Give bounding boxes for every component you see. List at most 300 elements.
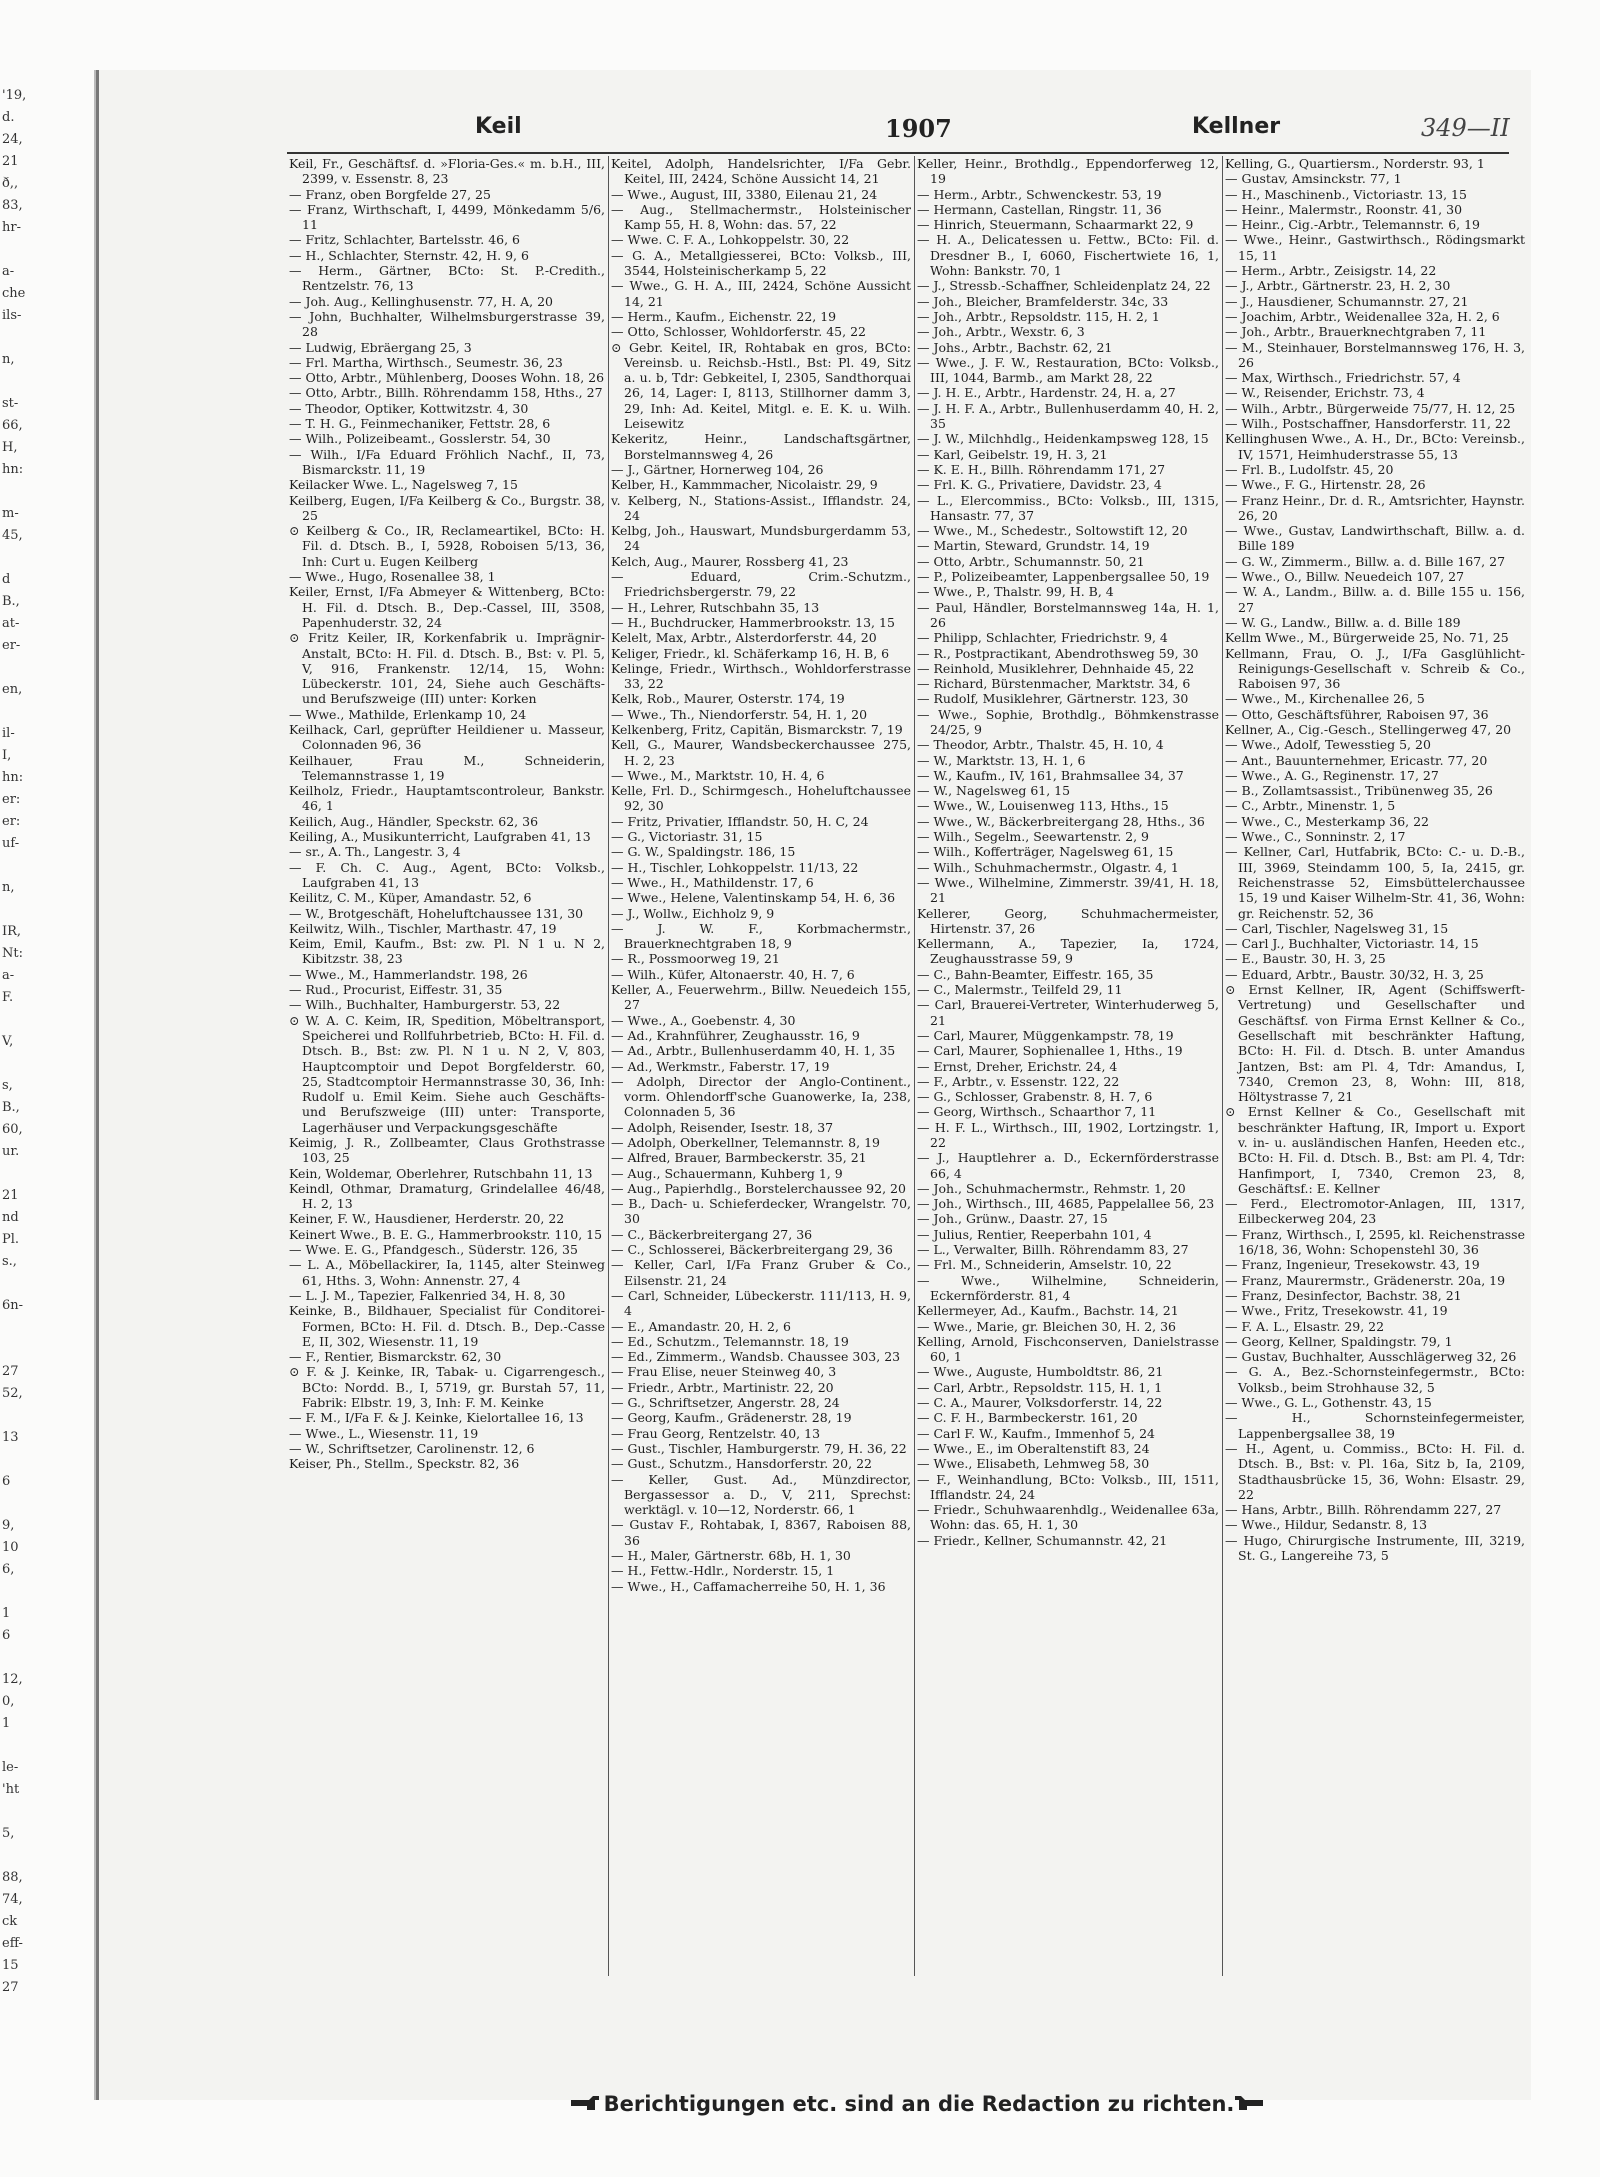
directory-entry: — Gustav F., Rohtabak, I, 8367, Raboisen 88, 36 [611,1517,911,1548]
directory-entry: — W., Reisender, Erichstr. 73, 4 [1225,385,1425,401]
directory-entry: — Otto, Geschäftsführer, Raboisen 97, 36 [1225,706,1489,722]
directory-entry: — Carl, Tischler, Nagelsweg 31, 15 [1225,920,1449,936]
directory-entry: — J. H. E., Arbtr., Hardenstr. 24, H. a, 27 [917,385,1176,401]
previous-page-fragment: I, [2,748,12,763]
directory-entry: — Wwe., M., Marktstr. 10, H. 4, 6 [611,767,825,783]
previous-page-fragment: 1 [2,1606,11,1621]
directory-entry: ⊙ Keilberg & Co., IR, Reclameartikel, BCto: H. Fil. d. Dtsch. B., I, 5928, Roboisen 5/13, 36, Inh: Curt u. Eugen Keilberg [289,523,605,569]
directory-entry: — sr., A. Th., Langestr. 3, 4 [289,844,461,860]
directory-entry: Kein, Woldemar, Oberlehrer, Rutschbahn 11, 13 [289,1165,593,1181]
directory-entry: — Richard, Bürstenmacher, Marktstr. 34, 6 [917,676,1191,692]
previous-page-fragment: s., [2,1254,17,1269]
previous-page-fragment: nd [2,1210,19,1225]
directory-entry: — Frau Elise, neuer Steinweg 40, 3 [611,1364,837,1380]
previous-page-fragment: 74, [2,1892,23,1907]
directory-entry: — Friedr., Arbtr., Martinistr. 22, 20 [611,1379,834,1395]
directory-entry: — Adolph, Oberkellner, Telemannstr. 8, 19 [611,1135,880,1150]
running-head-year: 1907 [885,114,952,143]
directory-entry: — Keller, Carl, I/Fa Franz Gruber & Co., Eilsenstr. 21, 24 [611,1257,911,1288]
directory-entry: Kellmann, Frau, O. J., I/Fa Gasglühlicht-Reinigungs-Gesellschaft v. Schreib & Co., Raboisen 97, 36 [1225,645,1525,692]
directory-entry: — Wilh., Küfer, Altonaerstr. 40, H. 7, 6 [611,966,855,982]
directory-entry: Keller, Heinr., Brothdlg., Eppendorferweg 12, 19 [917,156,1219,187]
directory-entry: — Wilh., Postschaffner, Hansdorferstr. 11, 22 [1225,416,1511,432]
previous-page-fragment: d. [2,110,15,125]
directory-entry: — Karl, Geibelstr. 19, H. 3, 21 [917,446,1108,462]
directory-entry: Keitel, Adolph, Handelsrichter, I/Fa Gebr. Keitel, III, 2424, Schöne Aussicht 14, 21 [611,156,911,187]
directory-entry: — Ferd., Electromotor-Anlagen, III, 1317, Eilbeckerweg 204, 23 [1225,1196,1525,1227]
directory-entry: — Wwe., M., Schedestr., Soltowstift 12, 20 [917,523,1188,539]
previous-page-fragment: Nt: [2,946,23,961]
previous-page-fragment: 1 [2,1716,11,1731]
column-divider [1222,156,1223,1976]
directory-entry: — J. H. F. A., Arbtr., Bullenhuserdamm 40, H. 2, 35 [917,400,1219,432]
directory-entry: — Wwe., E., im Oberaltenstift 83, 24 [917,1440,1150,1456]
directory-entry: — W. A., Landm., Billw. a. d. Bille 155 u. 156, 27 [1225,584,1525,615]
directory-entry: — G., Victoriastr. 31, 15 [611,829,763,845]
directory-entry: — Fritz, Schlachter, Bartelsstr. 46, 6 [289,232,520,248]
directory-entry: — F., Rentier, Bismarckstr. 62, 30 [289,1349,502,1365]
directory-entry: — Rud., Procurist, Eiffestr. 31, 35 [289,982,503,998]
previous-page-fragment: er- [2,638,21,653]
directory-entry: — J., Hauptlehrer a. D., Eckernförderstrasse 66, 4 [917,1150,1219,1181]
directory-entry: — Wwe., L., Wiesenstr. 11, 19 [289,1425,479,1441]
directory-entry: — Wwe., Fritz, Tresekowstr. 41, 19 [1225,1303,1448,1319]
directory-entry: — H. A., Delicatessen u. Fettw., BCto: Fil. d. Dresdner B., I, 6060, Fischertwiete 16, 1, Wohn: Bankstr. 70, 1 [917,232,1219,279]
directory-entry: — Ad., Krahnführer, Zeughausstr. 16, 9 [611,1027,860,1043]
directory-entry: — W., Marktstr. 13, H. 1, 6 [917,752,1086,768]
directory-entry: — H., Lehrer, Rutschbahn 35, 13 [611,599,820,615]
directory-entry: — Ernst, Dreher, Erichstr. 24, 4 [917,1058,1118,1074]
directory-entry: Keindl, Othmar, Dramaturg, Grindelallee 46/48, H. 2, 13 [289,1180,605,1212]
previous-page-fragment: 5, [2,1826,15,1841]
directory-entry: — Joh., Grünw., Daastr. 27, 15 [917,1211,1108,1227]
directory-entry: — Wwe., H., Caffamacherreihe 50, H. 1, 36 [611,1578,886,1594]
directory-entry: — Hans, Arbtr., Billh. Röhrendamm 227, 27 [1225,1502,1502,1518]
directory-entry: — Franz, oben Borgfelde 27, 25 [289,186,491,202]
directory-entry: — R., Postpractikant, Abendrothsweg 59, 30 [917,645,1199,661]
directory-entry: — Wwe., Marie, gr. Bleichen 30, H. 2, 36 [917,1318,1177,1334]
directory-entry: — Wwe., A. G., Reginenstr. 17, 27 [1225,767,1439,783]
previous-page-fragment: ur. [2,1144,20,1159]
previous-page-fragment: H, [2,440,18,455]
directory-entry: — Joh., Arbtr., Repsoldstr. 115, H. 2, 1 [917,308,1160,324]
directory-entry: — Franz, Wirthschaft, I, 4499, Mönkedamm 5/6, 11 [289,201,605,233]
directory-entry: Kelinge, Friedr., Wirthsch., Wohldorferstrasse 33, 22 [611,660,911,692]
directory-entry: Kelbg, Joh., Hauswart, Mundsburgerdamm 53, 24 [611,523,911,554]
directory-entry: — H., Maschinenb., Victoriastr. 13, 15 [1225,186,1467,202]
previous-page-fragment: eff- [2,1936,23,1951]
previous-page-fragment: m- [2,506,19,521]
directory-entry: — Ed., Schutzm., Telemannstr. 18, 19 [611,1333,849,1349]
directory-entry: Kelling, G., Quartiersm., Norderstr. 93, 1 [1225,156,1485,171]
directory-entry: — Paul, Händler, Borstelmannsweg 14a, H. 1, 26 [917,599,1219,630]
directory-entry: — Herm., Kaufm., Eichenstr. 22, 19 [611,308,837,324]
directory-entry: — Rudolf, Musiklehrer, Gärtnerstr. 123, 30 [917,691,1189,707]
directory-entry: — C. F. H., Barmbeckerstr. 161, 20 [917,1410,1138,1426]
directory-entry: — Wwe., C., Mesterkamp 36, 22 [1225,813,1429,829]
previous-page-fragment: 27 [2,1980,19,1995]
column-1 [289,156,605,2006]
directory-entry: — Otto, Schlosser, Wohldorferstr. 45, 22 [611,324,866,340]
directory-entry: — Ed., Zimmerm., Wandsb. Chaussee 303, 23 [611,1349,901,1365]
directory-entry: — Franz, Maurermstr., Grädenerstr. 20a, 19 [1225,1272,1506,1288]
directory-entry: — W., Schriftsetzer, Carolinenstr. 12, 6 [289,1440,535,1456]
directory-entry: Keinert Wwe., B. E. G., Hammerbrookstr. 110, 15 [289,1226,603,1242]
directory-entry: — G. W., Spaldingstr. 186, 15 [611,844,796,860]
header-rule [287,152,1509,154]
directory-entry: — J., Hausdiener, Schumannstr. 27, 21 [1225,293,1469,309]
directory-entry: — Theodor, Optiker, Kottwitzstr. 4, 30 [289,400,529,416]
directory-entry: — Wilh., I/Fa Eduard Fröhlich Nachf., II, 73, Bismarckstr. 11, 19 [289,446,605,477]
directory-entry: — Frl. K. G., Privatiere, Davidstr. 23, 4 [917,477,1162,493]
directory-entry: Kelelt, Max, Arbtr., Alsterdorferstr. 44, 20 [611,630,877,646]
directory-entry: — Gustav, Amsinckstr. 77, 1 [1225,171,1402,187]
directory-entry: — Ludwig, Ebräergang 25, 3 [289,339,472,355]
directory-entry: Keilacker Wwe. L., Nagelsweg 7, 15 [289,477,518,493]
directory-entry: — Carl F. W., Kaufm., Immenhof 5, 24 [917,1425,1156,1441]
directory-entry: — J., Wollw., Eichholz 9, 9 [611,905,775,921]
directory-entry: — Ad., Arbtr., Bullenhuserdamm 40, H. 1, 35 [611,1043,896,1059]
directory-entry: — G., Schlosser, Grabenstr. 8, H. 7, 6 [917,1089,1153,1105]
directory-entry: — J., Arbtr., Gärtnerstr. 23, H. 2, 30 [1225,278,1451,294]
directory-entry: — C., Arbtr., Minenstr. 1, 5 [1225,798,1396,814]
previous-page-fragment: er: [2,792,21,807]
previous-page-fragment: hr- [2,220,21,235]
directory-entry: — J., Stressb.-Schaffner, Schleidenplatz 24, 22 [917,278,1211,294]
directory-entry: — Wwe., Th., Niendorferstr. 54, H. 1, 20 [611,706,868,722]
directory-entry: — Wwe., H., Mathildenstr. 17, 6 [611,874,814,890]
directory-entry: — Wwe., Wilhelmine, Schneiderin, Eckernförderstr. 81, 4 [917,1272,1219,1303]
directory-entry: Kelkenberg, Fritz, Capitän, Bismarckstr. 7, 19 [611,721,903,737]
directory-entry: — H., Schornsteinfegermeister, Lappenbergsallee 38, 19 [1225,1410,1525,1441]
previous-page-fragment: 24, [2,132,23,147]
directory-entry: Kell, G., Maurer, Wandsbeckerchaussee 275, H. 2, 23 [611,737,911,768]
directory-entry: — K. E. H., Billh. Röhrendamm 171, 27 [917,461,1166,477]
directory-entry: — Joh., Wirthsch., III, 4685, Pappelallee 56, 23 [917,1196,1215,1212]
previous-page-fragment: 45, [2,528,23,543]
directory-entry: — Kellner, Carl, Hutfabrik, BCto: C.- u. D.-B., III, 3969, Steindamm 100, 5, Ia, 2415, gr. Reichenstrasse 52, Eimsbüttelerchaussee 15, 19 und Kaiser Wilhelm-Str. 41, 36, Wohn: gr. Reichenstr. 52, 36 [1225,844,1525,921]
directory-entry: — Carl, Arbtr., Repsoldstr. 115, H. 1, 1 [917,1379,1163,1395]
directory-entry: Kellner, A., Cig.-Gesch., Stellingerweg 47, 20 [1225,721,1512,737]
directory-entry: — G. A., Bez.-Schornsteinfegermstr., BCto: Volksb., beim Strohhause 32, 5 [1225,1364,1525,1395]
directory-entry: — Friedr., Schuhwaarenhdlg., Weidenallee 63a, Wohn: das. 65, H. 1, 30 [917,1502,1219,1533]
directory-entry: ⊙ Fritz Keiler, IR, Korkenfabrik u. Imprägnir-Anstalt, BCto: H. Fil. d. Dtsch. B., Bst: v. Pl. 5, V, 916, Frankenstr. 12/14, 15, Wohn: Lübeckerstr. 101, 24, Siehe auch Geschäfts- und Berufszweige (III) unter: Korken [289,630,605,707]
directory-entry: — B., Dach- u. Schieferdecker, Wrangelstr. 70, 30 [611,1196,911,1227]
directory-entry: — H., Agent, u. Commiss., BCto: H. Fil. d. Dtsch. B., Bst: v. Pl. 16a, Sitz b, Ia, 2109, Stadthausbrücke 15, 36, Wohn: Elsastr. 29, 22 [1225,1440,1525,1502]
directory-entry: — Philipp, Schlachter, Friedrichstr. 9, 4 [917,630,1168,646]
directory-entry: — L., Verwalter, Billh. Röhrendamm 83, 27 [917,1242,1189,1258]
directory-entry: — Wwe., O., Billw. Neuedeich 107, 27 [1225,569,1465,585]
previous-page-fragment: 9, [2,1518,15,1533]
directory-entry: Kellerer, Georg, Schuhmachermeister, Hirtenstr. 37, 26 [917,905,1219,936]
directory-entry: Kellermeyer, Ad., Kaufm., Bachstr. 14, 21 [917,1303,1179,1319]
directory-entry: Kelk, Rob., Maurer, Osterstr. 174, 19 [611,691,845,707]
running-head-right: Kellner [1192,114,1281,139]
directory-entry: Keilwitz, Wilh., Tischler, Marthastr. 47, 19 [289,920,557,936]
directory-entry: — Adolph, Director der Anglo-Continent., vorm. Ohlendorff'sche Guanowerke, Ia, 238, Colonnaden 5, 36 [611,1073,911,1120]
previous-page-fragment: 6, [2,1562,15,1577]
directory-entry: — Adolph, Reisender, Isestr. 18, 37 [611,1119,834,1135]
directory-entry: — G. W., Zimmerm., Billw. a. d. Bille 167, 27 [1225,553,1506,569]
previous-page-fragment: a- [2,264,15,279]
directory-entry: — Wwe., Auguste, Humboldtstr. 86, 21 [917,1364,1164,1380]
previous-page-fragment: at- [2,616,20,631]
directory-entry: — Wwe., Adolf, Tewesstieg 5, 20 [1225,737,1431,753]
directory-entry: Keilhack, Carl, geprüfter Heildiener u. Masseur, Colonnaden 96, 36 [289,721,605,753]
directory-entry: — Wwe., Hildur, Sedanstr. 8, 13 [1225,1517,1428,1533]
directory-entry: — Carl J., Buchhalter, Victoriastr. 14, 15 [1225,936,1479,952]
directory-entry: Keilitz, C. M., Küper, Amandastr. 52, 6 [289,890,532,906]
directory-entry: — Keller, Gust. Ad., Münzdirector, Bergassessor a. D., V, 211, Sprechst: werktägl. v. 10—12, Norderstr. 66, 1 [611,1471,911,1518]
directory-entry: ⊙ Gebr. Keitel, IR, Rohtabak en gros, BCto: Vereinsb. u. Reichsb.-Hstl., Bst: Pl. 49, Sitz a. u. b, Tdr: Gebkeitel, I, 2305, Sandthorquai 26, 14, Lager: I, 8113, Stillhorner damm 3, 29, Inh: Ad. Keitel, Mitgl. e. E. K. u. Wilh. Leisewitz [611,339,911,432]
directory-entry: — Gust., Tischler, Hamburgerstr. 79, H. 36, 22 [611,1440,907,1456]
directory-entry: — Ant., Bauunternehmer, Ericastr. 77, 20 [1225,752,1488,768]
directory-entry: — H., Schlachter, Sternstr. 42, H. 9, 6 [289,247,529,263]
previous-page-fragment: 6n- [2,1298,24,1313]
directory-entry: — F., Weinhandlung, BCto: Volksb., III, 1511, Ifflandstr. 24, 24 [917,1471,1219,1502]
directory-entry: — P., Polizeibeamter, Lappenbergsallee 50, 19 [917,569,1210,585]
directory-entry: Keilich, Aug., Händler, Speckstr. 62, 36 [289,813,539,829]
directory-entry: — Wwe., Helene, Valentinskamp 54, H. 6, 36 [611,890,896,906]
directory-entry: — Wwe., M., Kirchenallee 26, 5 [1225,691,1425,707]
directory-entry: — Carl, Schneider, Lübeckerstr. 111/113, H. 9, 4 [611,1287,911,1319]
directory-entry: ⊙ F. & J. Keinke, IR, Tabak- u. Cigarrengesch., BCto: Nordd. B., I, 5719, gr. Burstah 57, 11, Fabrik: Elbstr. 19, 3, Inh: F. M. Keinke [289,1364,605,1411]
directory-entry: ⊙ Ernst Kellner, IR, Agent (Schiffswerft-Vertretung) und Gesellschafter und Geschäftsf. von Firma Ernst Kellner & Co., Gesellschaft mit beschränkter Haftung, BCto: H. Fil. d. Dtsch. B. unter Amandus Jantzen, Bst: am Pl. 4, Tdr: Amandus, I, 7340, Cremon 23, 8, Wohn: III, 818, Höltystrasse 7, 21 [1225,982,1525,1105]
directory-entry: — Wwe., August, III, 3380, Eilenau 21, 24 [611,186,878,202]
directory-entry: — Frl. Martha, Wirthsch., Seumestr. 36, 23 [289,354,563,370]
previous-page-fragment: 12, [2,1672,23,1687]
directory-entry: — L. J. M., Tapezier, Falkenried 34, H. 8, 30 [289,1287,566,1303]
directory-entry: — Carl, Brauerei-Vertreter, Winterhuderweg 5, 21 [917,997,1219,1028]
directory-entry: — E., Amandastr. 20, H. 2, 6 [611,1318,791,1334]
directory-entry: — L. A., Möbellackirer, Ia, 1145, alter Steinweg 61, Hths. 3, Wohn: Annenstr. 27, 4 [289,1257,605,1288]
previous-page-fragment: 6 [2,1628,11,1643]
directory-entry: — Aug., Schauermann, Kuhberg 1, 9 [611,1165,843,1181]
directory-entry: — Herm., Gärtner, BCto: St. P.-Credith., Rentzelstr. 76, 13 [289,263,605,294]
directory-entry: — Wilh., Arbtr., Bürgerweide 75/77, H. 12, 25 [1225,400,1516,416]
directory-entry: — W., Brotgeschäft, Hoheluftchaussee 131, 30 [289,905,584,921]
directory-entry: Keim, Emil, Kaufm., Bst: zw. Pl. N 1 u. N 2, Kibitzstr. 38, 23 [289,936,605,967]
directory-entry: — W., Kaufm., IV, 161, Brahmsallee 34, 37 [917,767,1184,783]
directory-entry: Keiner, F. W., Hausdiener, Herderstr. 20, 22 [289,1211,565,1227]
directory-entry: — Wwe., W., Bäckerbreitergang 28, Hths., 36 [917,813,1205,829]
directory-entry: — C., Schlosserei, Bäckerbreitergang 29, 36 [611,1242,893,1258]
previous-page-fragment: 13 [2,1430,19,1445]
directory-entry: — Joh., Arbtr., Brauerknechtgraben 7, 11 [1225,324,1487,340]
directory-entry: — Otto, Arbtr., Schumannstr. 50, 21 [917,553,1145,569]
column-2 [611,156,911,2006]
directory-entry: Keiser, Ph., Stellm., Speckstr. 82, 36 [289,1456,520,1472]
previous-page-fragment: er: [2,814,21,829]
directory-entry: — Friedr., Kellner, Schumannstr. 42, 21 [917,1532,1168,1548]
directory-entry: Keilhauer, Frau M., Schneiderin, Telemannstrasse 1, 19 [289,752,605,783]
directory-entry: — Eduard, Crim.-Schutzm., Friedrichsbergerstr. 79, 22 [611,569,911,600]
directory-entry: — Hinrich, Steuermann, Schaarmarkt 22, 9 [917,217,1194,233]
directory-entry: — C., Malermstr., Teilfeld 29, 11 [917,982,1123,998]
directory-entry: Kekeritz, Heinr., Landschaftsgärtner, Borstelmannsweg 4, 26 [611,431,911,462]
directory-entry: — Wwe., Sophie, Brothdlg., Böhmkenstrasse 24/25, 9 [917,706,1219,737]
previous-page-fragment: 60, [2,1122,23,1137]
directory-entry: — C. A., Maurer, Volksdorferstr. 14, 22 [917,1395,1163,1411]
directory-entry: — J. W. F., Korbmachermstr., Brauerknechtgraben 18, 9 [611,920,911,952]
previous-page-edge [0,88,26,2088]
previous-page-fragment: le- [2,1760,19,1775]
directory-entry: — G., Schriftsetzer, Angerstr. 28, 24 [611,1395,840,1411]
directory-entry: — M., Steinhauer, Borstelmannsweg 176, H. 3, 26 [1225,339,1525,370]
directory-entry: — Georg, Kellner, Spaldingstr. 79, 1 [1225,1333,1453,1349]
directory-entry: — Joh., Bleicher, Bramfelderstr. 34c, 33 [917,293,1169,309]
directory-entry: — H., Tischler, Lohkoppelstr. 11/13, 22 [611,859,859,875]
directory-entry: Keller, A., Feuerwehrm., Billw. Neuedeich 155, 27 [611,982,911,1013]
previous-page-fragment: s, [2,1078,13,1093]
directory-entry: Kelling, Arnold, Fischconserven, Danielstrasse 60, 1 [917,1333,1219,1365]
previous-page-fragment: 83, [2,198,23,213]
directory-entry: — Georg, Kaufm., Grädenerstr. 28, 19 [611,1410,852,1426]
directory-entry: — Hermann, Castellan, Ringstr. 11, 36 [917,201,1162,217]
directory-entry: — Gustav, Buchhalter, Ausschlägerweg 32, 26 [1225,1349,1517,1365]
directory-entry: — Ad., Werkmstr., Faberstr. 17, 19 [611,1058,830,1074]
directory-entry: — C., Bäckerbreitergang 27, 36 [611,1226,813,1242]
directory-entry: — Wwe., Mathilde, Erlenkamp 10, 24 [289,706,527,722]
directory-entry: — Joh., Schuhmachermstr., Rehmstr. 1, 20 [917,1180,1186,1196]
directory-entry: — Franz, Ingenieur, Tresekowstr. 43, 19 [1225,1257,1480,1273]
running-head-left: Keil [475,114,522,139]
previous-page-fragment: 21 [2,1188,19,1203]
directory-entry: — Wwe., F. G., Hirtenstr. 28, 26 [1225,477,1426,493]
directory-entry: — Wwe., P., Thalstr. 99, H. B, 4 [917,584,1114,600]
directory-entry: — G. A., Metallgiesserei, BCto: Volksb., III, 3544, Holsteinischerkamp 5, 22 [611,247,911,279]
directory-entry: ⊙ Ernst Kellner & Co., Gesellschaft mit beschränkter Haftung, IR, Import u. Export v. in- u. ausländischen Hanfen, Heeden etc., BCto: H. Fil. d. Dtsch. B., Bst: am Pl. 4, Tdr: Hanfimport, I, 7340, Cremon 23, 8, Geschäftsf.: E. Kellner [1225,1104,1525,1196]
directory-entry: — Herm., Arbtr., Schwenckestr. 53, 19 [917,186,1162,202]
directory-entry: — Eduard, Arbtr., Baustr. 30/32, H. 3, 25 [1225,966,1484,982]
directory-entry: Keil, Fr., Geschäftsf. d. »Floria-Ges.« m. b.H., III, 2399, v. Essenstr. 8, 23 [289,156,605,187]
footer-notice: Berichtigungen etc. sind an die Redaction zu richten. [603,2092,1235,2116]
directory-entry: — Heinr., Malermstr., Roonstr. 41, 30 [1225,201,1463,217]
directory-entry: ⊙ W. A. C. Keim, IR, Spedition, Möbeltransport, Speicherei und Rollfuhrbetrieb, BCto: H. Fil. d. Dtsch. B., Bst: zw. Pl. N 1 u. N 2, V, 803, Hauptcomptoir und Depot Borgfelderstr. 60, 25, Stadtcomptoir Hermannstrasse 30, 36, Inh: Rudolf u. Emil Keim. Siehe auch Geschäfts- und Berufszweige (III) unter: Transporte, Lagerhäuser und Verpackungsgeschäfte [289,1012,605,1135]
previous-page-fragment: B., [2,1100,20,1115]
previous-page-fragment: 27 [2,1364,19,1379]
directory-entry: — H. F. L., Wirthsch., III, 1902, Lortzingstr. 1, 22 [917,1119,1219,1150]
directory-entry: Kelber, H., Kammmacher, Nicolaistr. 29, 9 [611,477,878,493]
directory-entry: — Max, Wirthsch., Friedrichstr. 57, 4 [1225,370,1461,386]
directory-page [96,70,1531,2116]
previous-page-fragment: il- [2,726,15,741]
directory-entry: — Wwe., G. L., Gothenstr. 43, 15 [1225,1395,1432,1411]
previous-page-fragment: IR, [2,924,22,939]
previous-page-fragment: 0, [2,1694,15,1709]
directory-entry: — Wilh., Polizeibeamt., Gosslerstr. 54, 30 [289,431,551,447]
previous-page-fragment: d [2,572,11,587]
directory-entry: — J. W., Milchhdlg., Heidenkampsweg 128, 15 [917,431,1209,447]
directory-entry: Kellinghusen Wwe., A. H., Dr., BCto: Vereinsb., IV, 1571, Heimhuderstrasse 55, 13 [1225,431,1525,462]
directory-entry: — Franz, Wirthsch., I, 2595, kl. Reichenstrasse 16/18, 36, Wohn: Schopenstehl 30, 36 [1225,1226,1525,1258]
directory-entry: — Wwe., Heinr., Gastwirthsch., Rödingsmarkt 15, 11 [1225,232,1525,263]
directory-entry: — Julius, Rentier, Reeperbahn 101, 4 [917,1226,1152,1242]
directory-entry: — H., Maler, Gärtnerstr. 68b, H. 1, 30 [611,1548,851,1564]
previous-page-fragment: 15 [2,1958,19,1973]
previous-page-fragment: ð,, [2,176,19,191]
directory-entry: — Frl. M., Schneiderin, Amselstr. 10, 22 [917,1257,1172,1273]
directory-entry: Kelle, Frl. D., Schirmgesch., Hoheluftchaussee 92, 30 [611,783,911,814]
directory-entry: — Wwe., Gustav, Landwirthschaft, Billw. a. d. Bille 189 [1225,523,1525,554]
column-divider [608,156,609,1976]
previous-page-fragment: hn: [2,770,24,785]
previous-page-fragment: V, [2,1034,14,1049]
directory-entry: — Hugo, Chirurgische Instrumente, III, 3219, St. G., Langereihe 73, 5 [1225,1532,1525,1564]
directory-entry: Kelch, Aug., Maurer, Rossberg 41, 23 [611,553,849,569]
directory-entry: — L., Elercommiss., BCto: Volksb., III, 1315, Hansastr. 77, 37 [917,492,1219,523]
previous-page-fragment: B., [2,594,20,609]
directory-entry: — Carl, Maurer, Müggenkampstr. 78, 19 [917,1027,1174,1043]
directory-entry: — Wwe., J. F. W., Restauration, BCto: Volksb., III, 1044, Barmb., am Markt 28, 22 [917,354,1219,386]
directory-entry: — Franz Heinr., Dr. d. R., Amtsrichter, Haynstr. 26, 20 [1225,492,1525,523]
previous-page-fragment: F. [2,990,14,1005]
previous-page-fragment: 88, [2,1870,23,1885]
previous-page-fragment: st- [2,396,19,411]
directory-entry: — Wwe. E. G., Pfandgesch., Süderstr. 126, 35 [289,1242,578,1258]
directory-entry: — R., Possmoorweg 19, 21 [611,951,780,967]
directory-entry: — C., Bahn-Beamter, Eiffestr. 165, 35 [917,966,1154,982]
directory-entry: — F., Arbtr., v. Essenstr. 122, 22 [917,1073,1120,1089]
pointing-hand-icon [1231,2092,1265,2116]
directory-entry: — Wilh., Buchhalter, Hamburgerstr. 53, 22 [289,997,561,1013]
directory-entry: — F. M., I/Fa F. & J. Keinke, Kielortallee 16, 13 [289,1410,584,1426]
directory-entry: — Reinhold, Musiklehrer, Dehnhaide 45, 22 [917,660,1195,676]
previous-page-fragment: 52, [2,1386,23,1401]
directory-entry: Keiling, A., Musikunterricht, Laufgraben 41, 13 [289,829,591,845]
directory-entry: — John, Buchhalter, Wilhelmsburgerstrasse 39, 28 [289,308,605,340]
directory-entry: — H., Fettw.-Hdlr., Norderstr. 15, 1 [611,1563,835,1579]
directory-entry: — W. G., Landw., Billw. a. d. Bille 189 [1225,614,1461,630]
directory-entry: Kellm Wwe., M., Bürgerweide 25, No. 71, 25 [1225,630,1509,646]
directory-entry: — B., Zollamtsassist., Tribünenweg 35, 26 [1225,783,1493,799]
directory-entry: — Wilh., Schuhmachermstr., Olgastr. 4, 1 [917,859,1179,875]
directory-entry: Kellermann, A., Tapezier, Ia, 1724, Zeughausstrasse 59, 9 [917,936,1219,967]
directory-entry: — Wilh., Segelm., Seewartenstr. 2, 9 [917,829,1149,845]
previous-page-fragment: 'ht [2,1782,20,1797]
directory-entry: — Carl, Maurer, Sophienallee 1, Hths., 19 [917,1043,1183,1059]
directory-entry: — Wwe., C., Sonninstr. 2, 17 [1225,829,1406,845]
directory-entry: — Gust., Schutzm., Hansdorferstr. 20, 22 [611,1456,872,1472]
directory-entry: — Wwe., Wilhelmine, Zimmerstr. 39/41, H. 18, 21 [917,874,1219,906]
directory-entry: — Wwe., A., Goebenstr. 4, 30 [611,1012,796,1028]
directory-entry: — Aug., Stellmachermstr., Holsteinischer Kamp 55, H. 8, Wohn: das. 57, 22 [611,201,911,233]
previous-page-fragment: n, [2,352,15,367]
previous-page-fragment: 21 [2,154,19,169]
directory-entry: — Frau Georg, Rentzelstr. 40, 13 [611,1425,821,1441]
directory-entry: — J., Gärtner, Hornerweg 104, 26 [611,461,824,477]
previous-page-fragment: 66, [2,418,23,433]
directory-entry: — Franz, Desinfector, Bachstr. 38, 21 [1225,1287,1462,1303]
directory-entry: — Georg, Wirthsch., Schaarthor 7, 11 [917,1104,1157,1120]
previous-page-fragment: '19, [2,88,26,103]
directory-entry: Keliger, Friedr., kl. Schäferkamp 16, H. B, 6 [611,645,890,661]
directory-entry: — E., Baustr. 30, H. 3, 25 [1225,951,1386,967]
directory-entry: — Johs., Arbtr., Bachstr. 62, 21 [917,339,1113,355]
directory-entry: — Heinr., Cig.-Arbtr., Telemannstr. 6, 19 [1225,217,1481,233]
directory-entry: — Otto, Arbtr., Billh. Röhrendamm 158, Hths., 27 [289,385,603,401]
directory-entry: Keimig, J. R., Zollbeamter, Claus Grothstrasse 103, 25 [289,1135,605,1166]
directory-entry: — W., Nagelsweg 61, 15 [917,783,1071,799]
directory-entry: — T. H. G., Feinmechaniker, Fettstr. 28, 6 [289,416,551,432]
directory-entry: — Wwe., W., Louisenweg 113, Hths., 15 [917,798,1169,814]
directory-entry: — Joachim, Arbtr., Weidenallee 32a, H. 2, 6 [1225,308,1500,324]
previous-page-fragment: ck [2,1914,18,1929]
previous-page-fragment: hn: [2,462,24,477]
previous-page-fragment: 6 [2,1474,11,1489]
directory-entry: — Joh., Arbtr., Wexstr. 6, 3 [917,324,1085,340]
directory-entry: — H., Buchdrucker, Hammerbrookstr. 13, 15 [611,614,895,630]
